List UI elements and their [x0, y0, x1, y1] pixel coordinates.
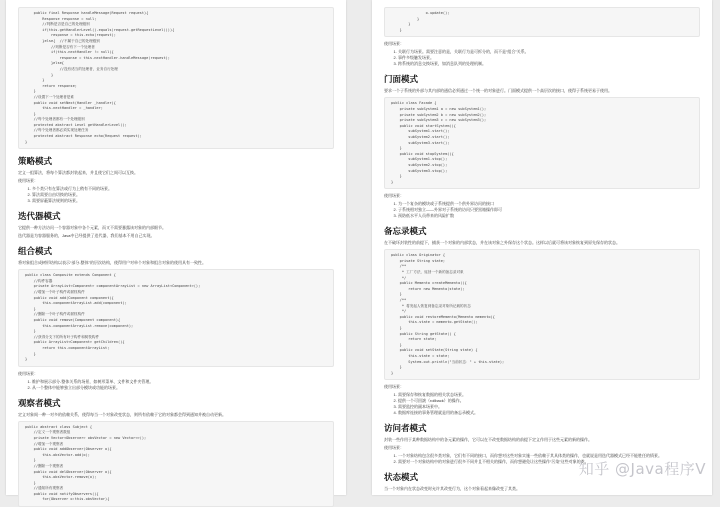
code-block-observer: public abstract class Subject { //定义一个观察者数组 private Vector<Observer> obsVector = new Vector<>(); //增加一个观察者 public void addObserver(Observer o){ this.obsVector.add(o); } //删除一个观察者 public void delObserver(Observer o){ this.obsVector.remove(o); } //通知所有观察者 public void notifyObservers(){ for(Observer o:this.obsVector){	[18, 421, 334, 507]
heading-state: 状态模式	[384, 472, 419, 483]
paragraph-observer-scene: 使用场景：	[384, 41, 404, 47]
heading-observer: 观察者模式	[18, 397, 61, 408]
list-item: 4. 数据库连接的事务管理就是用的备忘录模式。	[398, 410, 700, 416]
code-block-observer-end: o.update(); } } }	[384, 7, 700, 37]
list-composite	[18, 379, 334, 391]
paragraph-iterator-2: 迭代器是为容器服务的，Java中已经提供了迭代器，我们基本不用自己实现。	[18, 233, 155, 239]
heading-composite: 组合模式	[18, 246, 53, 257]
list-strategy	[18, 186, 334, 204]
list-item: 2. 事件多级触发场景。	[398, 55, 700, 61]
heading-strategy: 策略模式	[18, 156, 53, 167]
list-item: 2. 需要对一个对象结构中的对象进行很多不同并且不相关的操作，而你想避免让这些操作“污染”这些对象的类。	[398, 459, 700, 465]
document-page-left	[6, 0, 346, 502]
list-item: 2. 子系统相对独立——外界对子系统的访问只要黑箱操作即可	[398, 207, 700, 213]
paragraph-facade: 要求一个子系统的外部与其内部的通信必须通过一个统一的对象进行。门面模式提供一个高层次的接口，使得子系统更易于使用。	[384, 88, 612, 94]
list-item: 3. 需要屏蔽算法规则的场景。	[32, 198, 334, 204]
heading-visitor: 访问者模式	[384, 423, 427, 434]
list-item: 1. 为一个复杂的模块或子系统提供一个供外界访问的接口	[398, 201, 700, 207]
list-item: 3. 需要监控的副本场景中。	[398, 404, 700, 410]
paragraph-state: 当一个对象内在状态改变时允许其改变行为，这个对象看起来像改变了其类。	[384, 486, 520, 492]
paragraph-observer: 定义对象间一种一对多的依赖关系，使得每当一个对象改变状态，则所有依赖于它的对象都会得到通知并被自动更新。	[18, 411, 226, 417]
list-item: 1. 关联行为场景。需要注意的是，关联行为是可拆分的，而不是“组合”关系。	[398, 49, 700, 55]
list-memento	[384, 392, 700, 416]
code-block-facade: public class Facade { private subSystem1 a = new subSystem1(); private subSystem2 b = new subSystem2(); private subSystem3 c = new subSystem3(); public void startSystem(){ subSystem1.start(); subSystem2.start(); subSystem3.start(); } public void stopSystem(){ subSystem1.stop(); subSystem2.stop(); subSystem3.stop(); } }	[384, 97, 700, 189]
list-item: 1. 多个类只有在算法或行为上稍有不同的场景。	[32, 186, 334, 192]
list-item: 2. 从一个整体中能够独立出部分模块或功能的场景。	[32, 385, 334, 391]
paragraph-memento-scene: 使用场景：	[384, 384, 404, 390]
list-observer	[384, 49, 700, 67]
heading-facade: 门面模式	[384, 74, 419, 85]
heading-memento: 备忘录模式	[384, 226, 427, 237]
list-item: 1. 一个对象结构包含很多类对象，它们有不同的接口，而你想对这些对象实施一些依赖于其具体类的操作，也就说是用迭代器模式已经不能胜任的情景。	[398, 453, 700, 459]
heading-iterator: 迭代器模式	[18, 211, 61, 222]
paragraph-composite-scene: 使用场景：	[18, 370, 38, 376]
code-block-composite: public class Composite extends Component { //构件容器 private ArrayList<Component> componentArrayList = new ArrayList<Component>(); //增加一个叶子构件或树枝构件 public void add(Component component){ this.componentArrayList.add(component); } //删除一个叶子构件或树枝构件 public void remove(Component component){ this.componentArrayList.remove(component); } //获得分支下的所有叶子构件和树枝构件 public ArrayList<Component> getChildren(){ return this.componentArrayList; } }	[18, 269, 334, 367]
code-block-memento: public class Originator { private String state; /** * 工厂方法，返回一个新的备忘录对象 */ public Memento createMemento(){ return new Memento(state); } /** * 将发起人恢复到备忘录对象所记载的状态 */ public void restoreMemento(Memento memento){ this.state = memento.getState(); } public String getState() { return state; } public void setState(String state) { this.state = state; System.out.println("当前状态：" + this.state); } }	[384, 249, 700, 380]
list-facade	[384, 201, 700, 219]
list-item: 2. 提供一个可回滚（rollback）的操作。	[398, 398, 700, 404]
list-item: 2. 算法需要自由切换的场景。	[32, 192, 334, 198]
list-item: 3. 跨系统的消息交换场景，如消息队列的处理机制。	[398, 61, 700, 67]
paragraph-iterator-1: 它提供一种方法访问一个容器对象中各个元素，而又不需要暴露该对象的内部细节。	[18, 225, 166, 231]
list-item: 1. 维护和展示部分-整体关系的场景，如树形菜单、文件和文件夹管理。	[32, 379, 334, 385]
paragraph-visitor: 封装一些作用于某种数据结构中的各元素的操作，它可以在不改变数据结构的前提下定义作用于这些元素的新的操作。	[384, 437, 592, 443]
document-page-right	[372, 0, 712, 495]
paragraph-memento: 在不破坏封装性的前提下，捕获一个对象的内部状态，并在该对象之外保存这个状态。这样以后就可将该对象恢复到原先保存的状态。	[384, 240, 620, 246]
paragraph-visitor-scene: 使用场景：	[384, 445, 404, 451]
watermark: 知乎 @Java程序V	[578, 460, 706, 478]
list-item: 1. 需要保存和恢复数据的相关状态场景。	[398, 392, 700, 398]
paragraph-facade-scene: 使用场景：	[384, 193, 404, 199]
paragraph-composite: 将对象组合成树形结构以表示“部分-整体”的层次结构，使得用户对单个对象和组合对象的使用具有一致性。	[18, 260, 206, 266]
code-block-handler: public final Response handleMessage(Request request){ Response response = null; //判断是否是自己的处理级别 if(this.getHandlerLevel().equals(request.getRequestLevel())){ response = this.echo(request); }else{ //不属于自己的处理级别 //判断是否有下一个处理者 if(this.nextHandler != null){ response = this.nextHandler.handleMessage(request); }else{ //没有适当的处理者，业务自行处理 } } return response; } //设置下一个处理者是谁 public void setNext(Handler _handler){ this.nextHandler = _handler; } //每个处理者都有一个处理级别 protected abstract Level getHandlerLevel(); //每个处理者都必须实现处理任务 protected abstract Response echo(Request request); }	[18, 7, 334, 149]
paragraph-strategy-scene: 使用场景：	[18, 178, 38, 184]
list-item: 3. 预防低水平人员带来的风险扩散	[398, 213, 700, 219]
paragraph-strategy: 定义一组算法，将每个算法都封装起来，并且使它们之间可以互换。	[18, 170, 138, 176]
